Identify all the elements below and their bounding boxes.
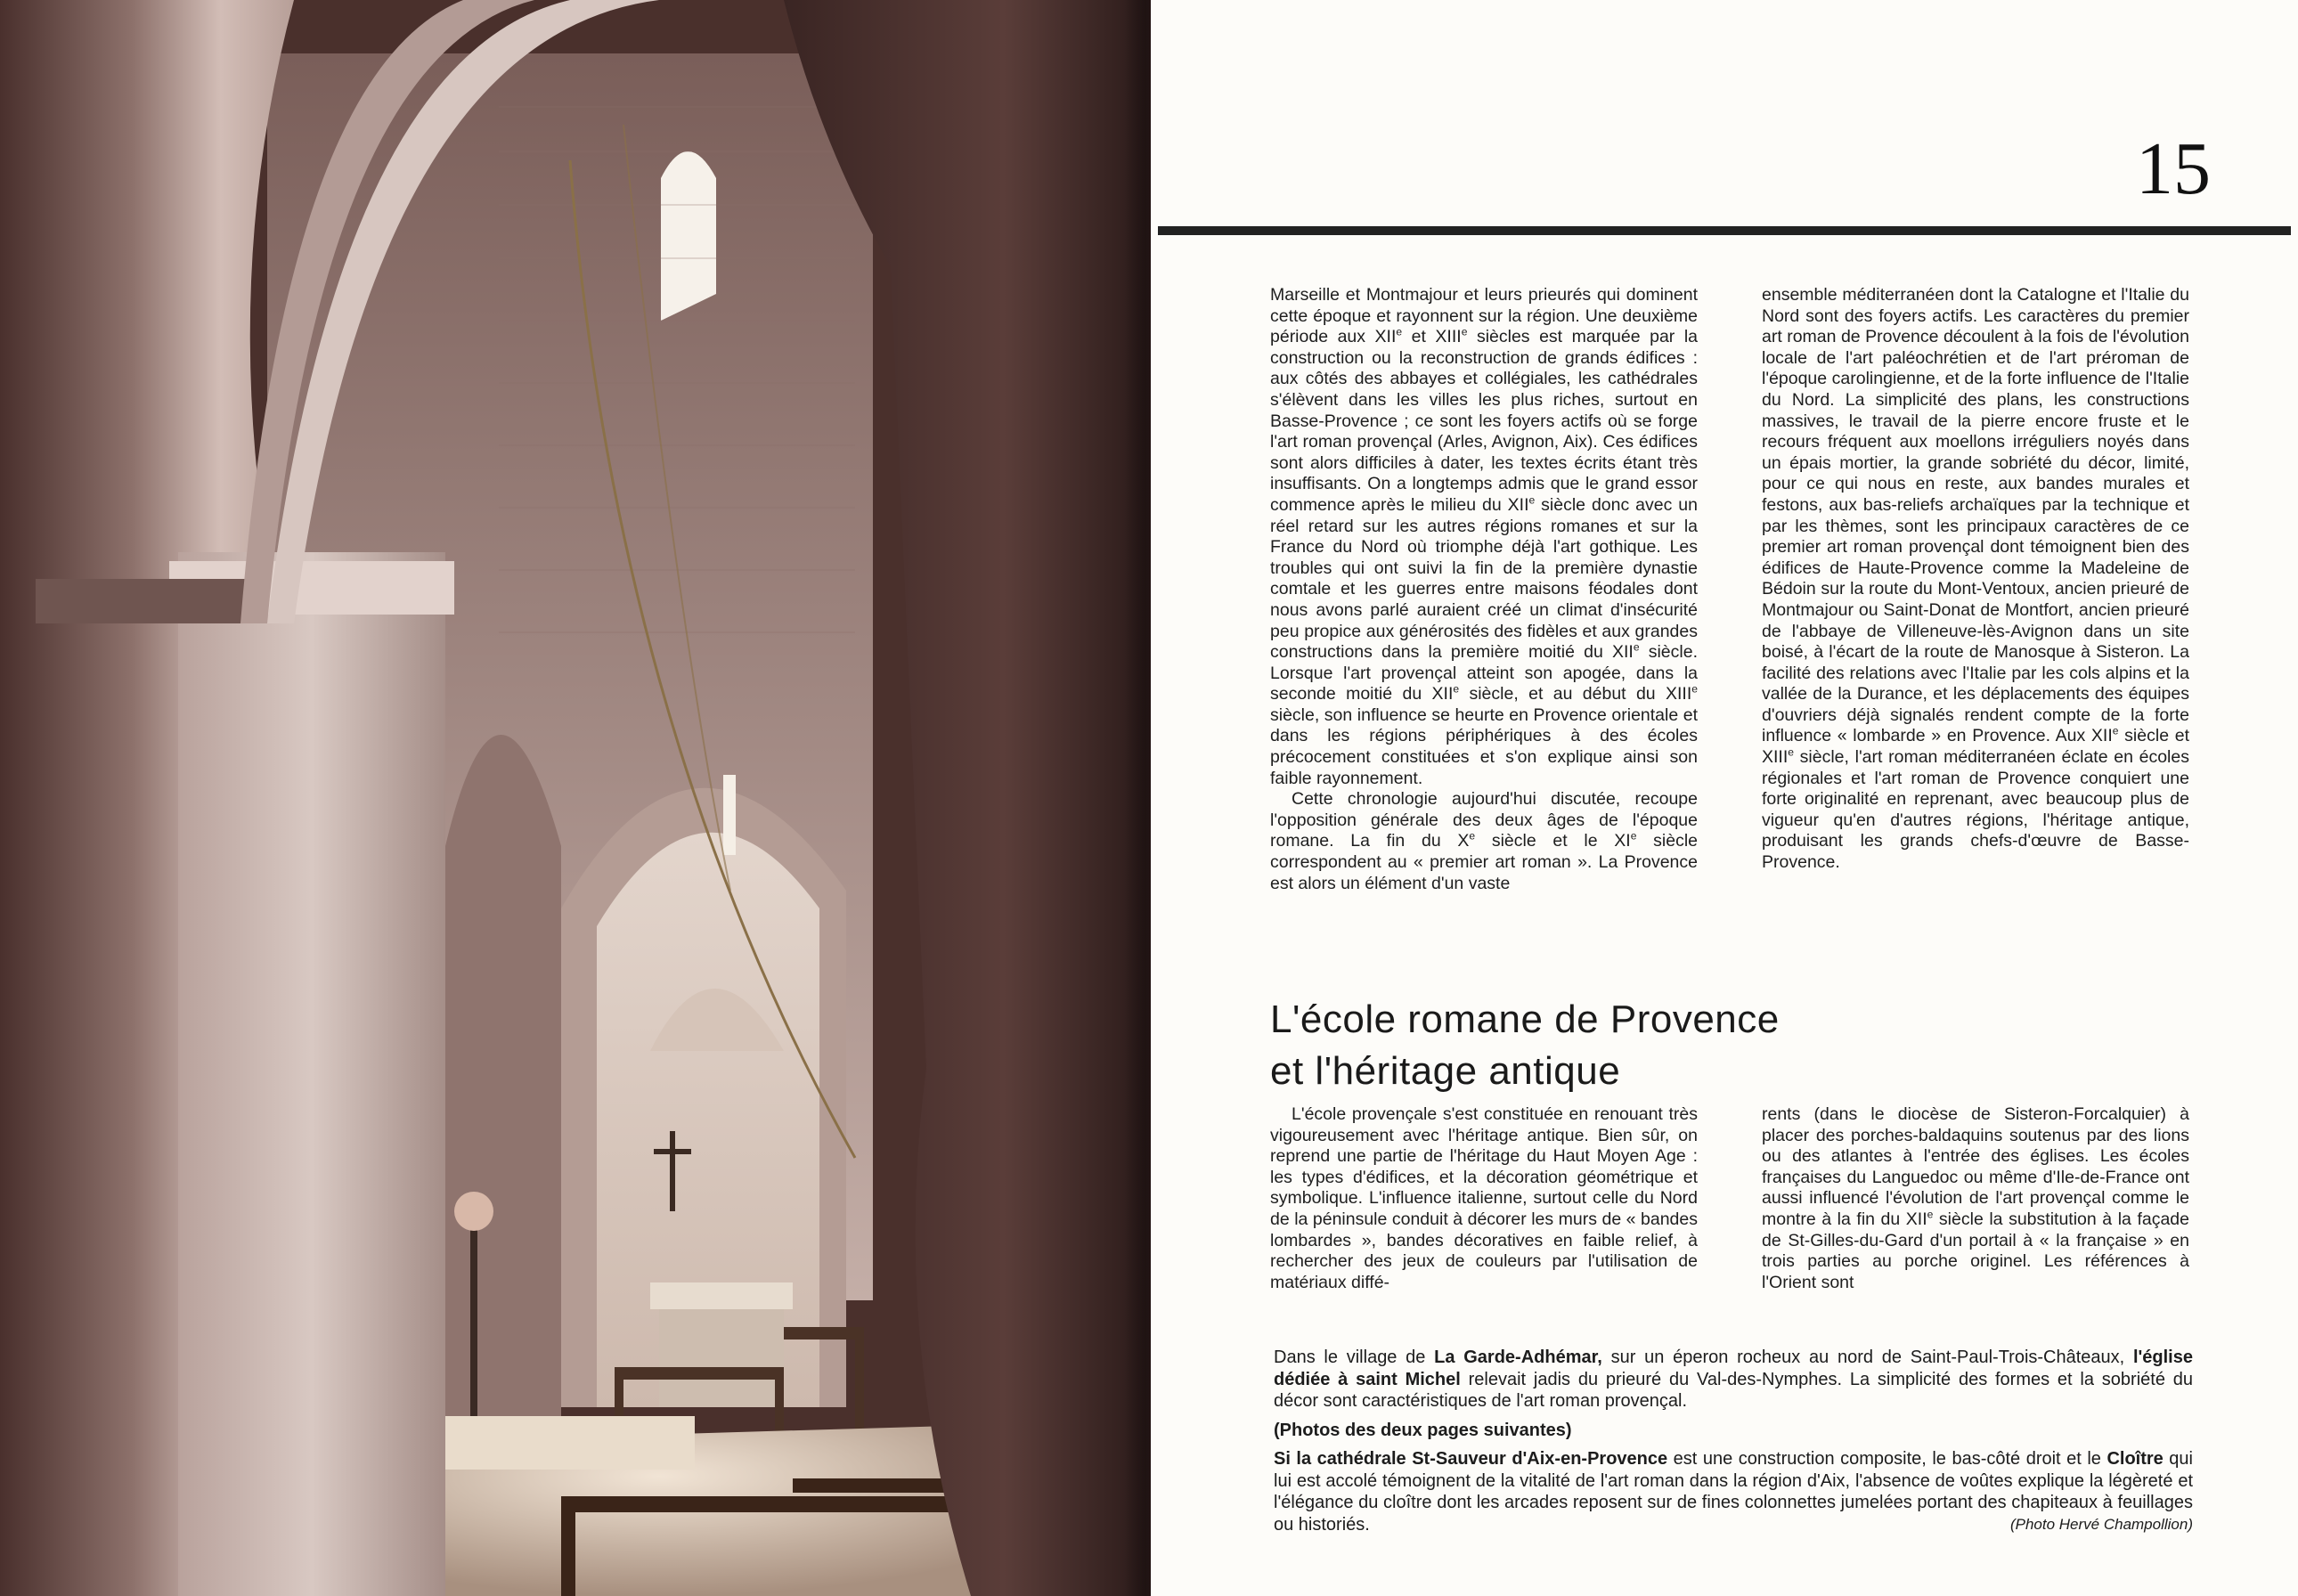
section-column-right	[1762, 1104, 2189, 1318]
caption-text: est une construction composite, le bas-côté droit et le	[1667, 1449, 2107, 1469]
intro-paragraph: Marseille et Montmajour et leurs prieurés qui dominent cette époque et rayonnent sur la région. Une deuxième période aux XIIe et XIIIe siècles est marquée par la construction ou la reconstruction de grands édifices : aux côtés des abbayes et collégiales, les cathédrales s'élèvent dans les villes les plus riches, surtout en Basse-Provence ; ce sont les foyers actifs où se forge l'art roman provençal (Arles, Avignon, Aix). Ces édifices sont alors difficiles à dater, les textes écrits étant très insuffisants. On a longtemps admis que le grand essor commence après le milieu du XIIe siècle donc avec un réel retard sur les autres régions romanes et sur la France du Nord où triomphe déjà l'art gothique. Les troubles qui ont suivi la fin de la première dynastie comtale et les guerres entre maisons féodales dont nous avons parlé auraient créé un climat d'insécurité peu propice aux générosités des fidèles et aux grandes constructions dans la première moitié du XIIe siècle. Lorsque l'art provençal atteint son apogée, dans la seconde moitié du XIIe siècle, et au début du XIIIe siècle, son influence se heurte en Provence orientale et dans les régions périphériques à des écoles précocement constituées et s'on explique ainsi son faible rayonnement.	[1270, 285, 1699, 788]
intro-column-left	[1270, 285, 1698, 980]
caption-text: Dans le village de	[1274, 1348, 1435, 1367]
photo-captions	[1274, 1347, 2193, 1543]
caption-garde-adhemar	[1274, 1347, 2193, 1413]
caption-cathedral: Si la cathédrale St-Sauveur d'Aix-en-Provence	[1274, 1449, 1668, 1469]
caption-place: La Garde-Adhémar,	[1434, 1348, 1602, 1367]
caption-next-pages-heading	[1274, 1420, 2193, 1442]
caption-text: qui lui est accolé témoignent de la vitalité de l'art roman dans la région d'Aix, l'absence de voûtes explique la légèreté et l'élégance du cloître dont les arcades reposent sur de fines colonnettes jumelées portant des chapiteaux à feuillages ou historiés.	[1274, 1449, 2193, 1535]
section-paragraph: rents (dans le diocèse de Sisteron-Forcalquier) à placer des porches-baldaquins soutenus par des lions ou des atlantes à l'entrée des églises. Les écoles françaises du Languedoc ou même d'Ile-de-France ont aussi influencé l'évolution de l'art provençal comme le montre à la fin du XIIe siècle la substitution à la façade de St-Gilles-du-Gard d'un portail à « la française » en trois parties au porche originel. Les références à l'Orient sont	[1762, 1104, 2189, 1292]
section-column-left	[1270, 1104, 1698, 1318]
caption-heading-text: (Photos des deux pages suivantes)	[1274, 1420, 1572, 1440]
page-number: 15	[2136, 127, 2211, 210]
section-title-line1: L'école romane de Provence	[1270, 998, 1780, 1041]
intro-paragraph: Cette chronologie aujourd'hui discutée, recoupe l'opposition générale des deux âges de l'époque romane. La fin du Xe siècle et le XIe siècle correspondent au « premier art roman ». La Provence est alors un élément d'un vaste	[1270, 789, 1698, 893]
top-rule-divider	[1158, 226, 2291, 235]
section-title-line2: et l'héritage antique	[1270, 1049, 1621, 1093]
photo-credit: (Photo Hervé Champollion)	[2009, 1515, 2193, 1533]
caption-church: l'église dédiée à saint Michel	[1274, 1348, 2193, 1389]
caption-text: relevait jadis du prieuré du Val-des-Nymphes. La simplicité des formes et la sobriété du décor sont caractéristiques de l'art roman provençal.	[1274, 1369, 2193, 1411]
section-paragraph: L'école provençale s'est constituée en renouant très vigoureusement avec l'héritage antique. Bien sûr, on reprend une partie de l'héritage du Haut Moyen Age : les types d'édifices, et la décoration géométrique et symbolique. L'influence italienne, surtout celle du Nord de la péninsule conduit à décorer les murs de « bandes lombardes », bandes décoratives en faible relief, à rechercher des jeux de couleurs par l'utilisation de matériaux diffé-	[1270, 1104, 1698, 1292]
intro-paragraph: ensemble méditerranéen dont la Catalogne et l'Italie du Nord sont des foyers actifs. Les caractères du premier art roman de Provence découlent à la fois de l'évolution locale de l'art paléochrétien et de l'art préroman de l'époque carolingienne, et de la forte influence de l'Italie du Nord. La simplicité des plans, les constructions massives, le travail de la pierre encore fruste et le recours fréquent aux moellons irréguliers noyés dans un épais mortier, la grande sobriété du décor, limité, pour ce qui nous en reste, aux bandes murales et festons, aux bas-reliefs archaïques par la technique et par les thèmes, sont les principaux caractères de ce premier art roman provençal dont témoignent bien des édifices de Haute-Provence comme la Madeleine de Bédoin sur la route du Mont-Ventoux, ancien prieuré de Montmajour ou Saint-Donat de Montfort, ancien prieuré de l'abbaye de Villeneuve-lès-Avignon dans un site boisé, à l'écart de la route de Manosque à Sisteron. La facilité des relations avec l'Italie par les cols alpins et la vallée de la Durance, et les déplacements des équipes d'ouvriers déjà signalés rendent compte de la forte influence « lombarde » en Provence. Aux XIIe siècle et XIIIe siècle, l'art roman méditerranéen éclate en écoles régionales et l'art roman de Provence conquiert une forte originalité en reprenant, avec beaucoup plus de vigueur qu'en d'autres régions, l'héritage antique, produisant les grands chefs-d'œuvre de Basse-Provence.	[1762, 285, 2189, 873]
caption-aix-cathedral	[1274, 1448, 2193, 1535]
section-title	[1270, 994, 1983, 1101]
intro-column-right	[1762, 285, 2189, 980]
caption-text: sur un éperon rocheux au nord de Saint-Paul-Trois-Châteaux,	[1601, 1348, 2133, 1367]
caption-cloister: Cloître	[2106, 1449, 2164, 1469]
page-gutter-shadow	[1124, 0, 1151, 1596]
